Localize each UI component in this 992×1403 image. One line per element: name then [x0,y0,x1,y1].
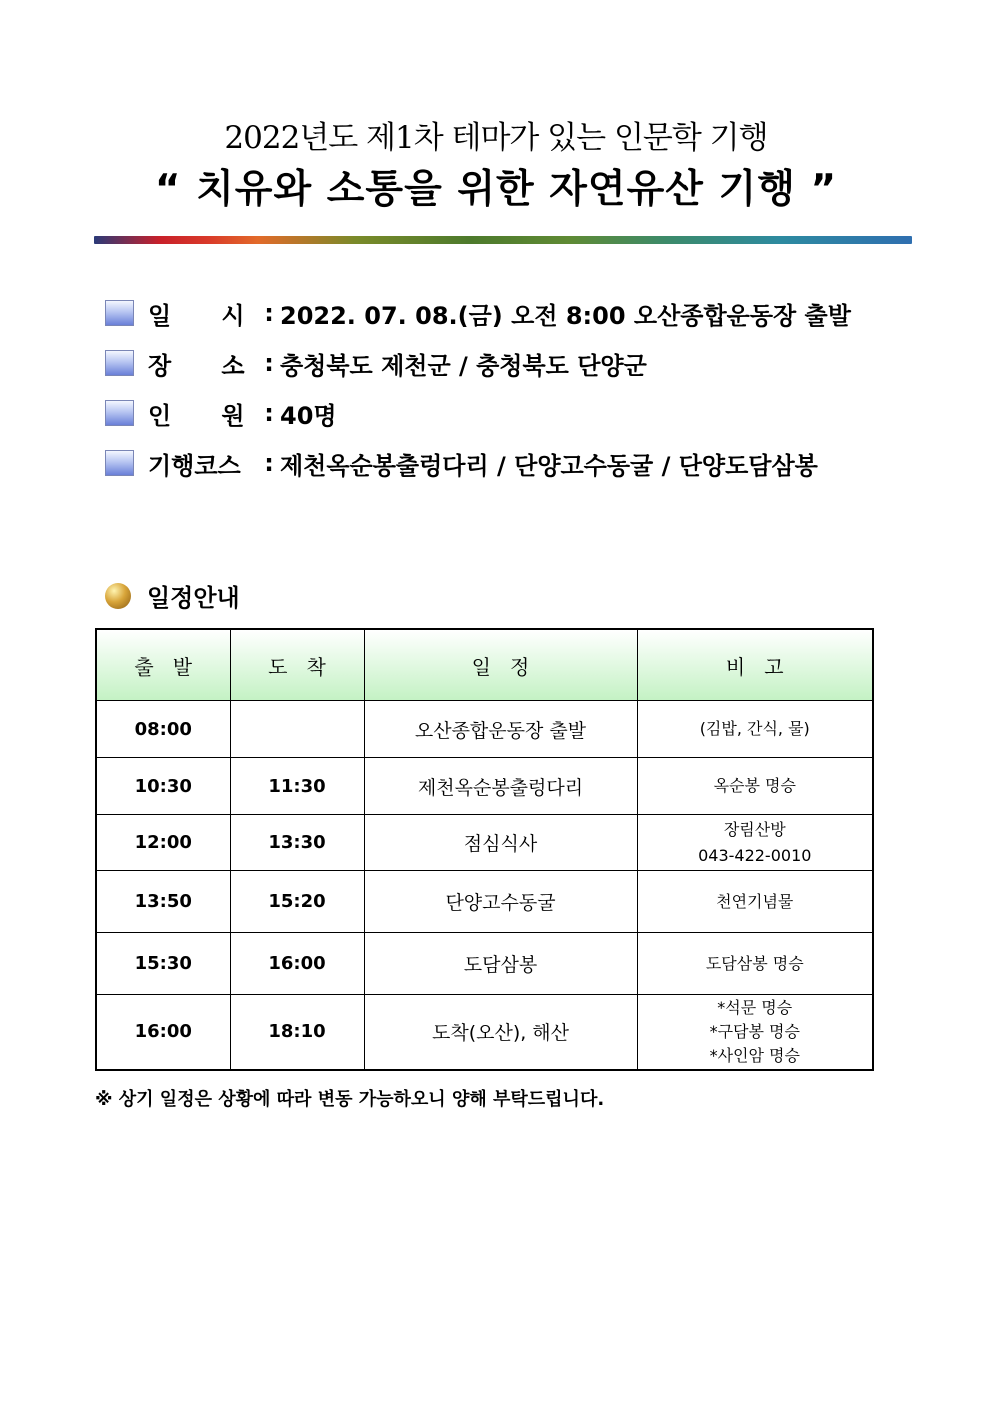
arrive-cell: 16:00 [230,933,364,995]
info-label: 기행코스 [148,451,241,480]
square-bullet-icon [105,450,134,476]
table-row [96,701,873,758]
info-separator: : [264,349,274,377]
depart-cell: 12:00 [96,815,230,871]
note-line: 옥순봉 명승 [713,776,796,795]
plan-cell: 단양고수동굴 [364,871,637,933]
info-value: 40명 [280,401,337,430]
note-line: *구담봉 명승 [709,1021,800,1041]
info-value: 2022. 07. 08.(금) 오전 8:00 오산종합운동장 출발 [280,301,851,330]
plan-cell: 점심식사 [364,815,637,871]
square-bullet-icon [105,300,134,326]
note-line: 장림산방 [723,819,786,839]
schedule-heading [105,578,240,613]
footnote: ※ 상기 일정은 상황에 따라 변동 가능하오니 양해 부탁드립니다. [95,1089,605,1110]
info-row-place [105,338,925,388]
depart-cell: 16:00 [96,995,230,1070]
plan-cell: 도착(오산), 해산 [364,995,637,1070]
document-title: “ 치유와 소통을 위한 자연유산 기행 ” [154,167,838,212]
info-separator: : [264,299,274,327]
square-bullet-icon [105,350,134,376]
arrive-cell: 15:20 [230,871,364,933]
depart-cell: 13:50 [96,871,230,933]
table-header-row [96,629,873,701]
note-line: *사인암 명승 [709,1045,800,1065]
depart-cell: 08:00 [96,701,230,758]
schedule-table [95,628,874,1071]
plan-cell: 제천옥순봉출렁다리 [364,758,637,815]
gold-ball-bullet-icon [105,583,131,609]
table-row [96,871,873,933]
arrive-cell [230,701,364,758]
plan-cell: 오산종합운동장 출발 [364,701,637,758]
trip-info-list [105,288,925,488]
decorative-divider [94,236,912,244]
note-cell [637,995,873,1070]
info-separator: : [264,449,274,477]
schedule-heading-text: 일정안내 [147,584,240,612]
plan-cell: 도담삼봉 [364,933,637,995]
note-cell [637,758,873,815]
note-line: 043-422-0010 [698,845,812,865]
depart-cell: 10:30 [96,758,230,815]
note-line: 도담삼봉 명승 [705,953,804,973]
info-label: 인 원 [148,401,245,430]
note-cell [637,871,873,933]
note-cell [637,701,873,758]
depart-cell: 15:30 [96,933,230,995]
table-row [96,933,873,995]
arrive-cell: 11:30 [230,758,364,815]
square-bullet-icon [105,400,134,426]
info-row-date [105,288,925,338]
note-cell [637,933,873,995]
note-line: *석문 명승 [717,997,793,1017]
column-header-note: 비 고 [637,629,873,701]
info-value: 제천옥순봉출렁다리 / 단양고수동굴 / 단양도담삼봉 [280,451,818,480]
note-line: 천연기념물 [716,891,794,911]
document-subtitle: 2022년도 제1차 테마가 있는 인문학 기행 [224,120,768,156]
table-row [96,995,873,1070]
info-value: 충청북도 제천군 / 충청북도 단양군 [280,351,647,380]
table-row [96,758,873,815]
arrive-cell: 18:10 [230,995,364,1070]
info-row-people [105,388,925,438]
note-cell [637,815,873,871]
info-separator: : [264,399,274,427]
info-label: 일 시 [148,301,245,330]
arrive-cell: 13:30 [230,815,364,871]
info-label: 장 소 [148,351,245,380]
column-header-depart: 출 발 [96,629,230,701]
column-header-plan: 일 정 [364,629,637,701]
note-line: (김밥, 간식, 물) [699,719,810,738]
table-row [96,815,873,871]
column-header-arrive: 도 착 [230,629,364,701]
info-row-course [105,438,925,488]
